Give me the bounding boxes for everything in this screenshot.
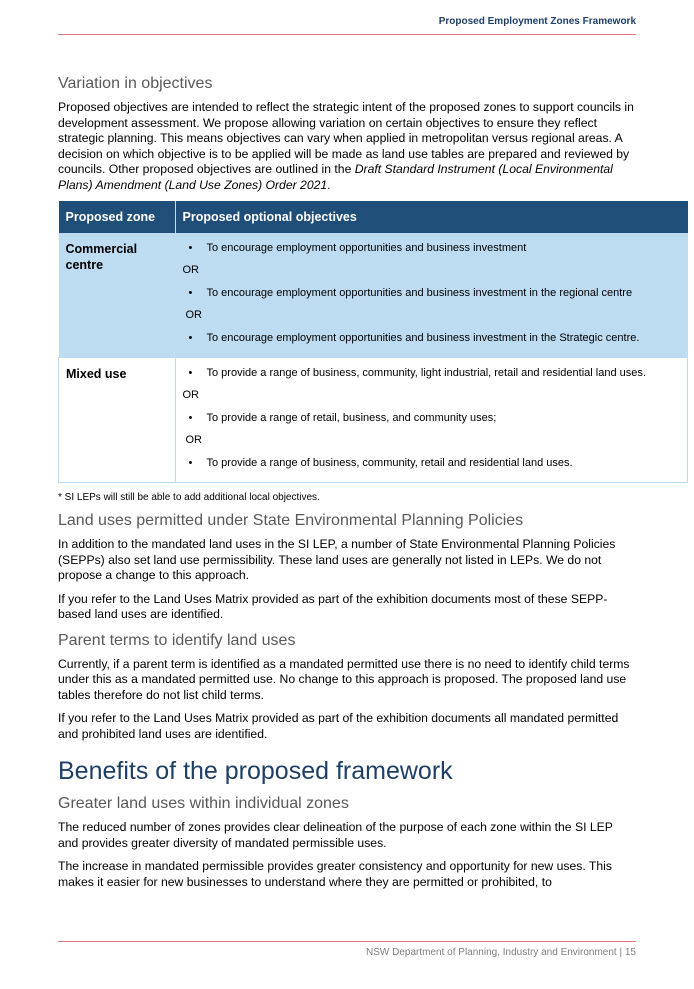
benefits-paragraph-2: The increase in mandated permissible provides greater consistency and opportunity for new uses. This makes it easier for new businesses to understand where they are permitted or prohibited, to [58,859,612,889]
table-header-objectives: Proposed optional objectives [175,201,688,233]
objective-item: • To provide a range of retail, business, and community uses; [183,411,681,425]
objectives-cell [175,358,688,483]
variation-end: . [327,177,331,192]
or-label: OR [185,434,202,446]
table-row [59,358,688,483]
objective-item: • To encourage employment opportunities and business investment in the regional centre [183,286,681,300]
order-title: Draft Standard Instrument (Local Environmental Plans) Amendment (Land Use Zones) Order 2021 [58,162,613,192]
header-rule [58,34,636,35]
sepp-paragraph-2: If you refer to the Land Uses Matrix provided as part of the exhibition documents most of these SEPP-based land uses are identified. [58,591,608,621]
objective-item: • To provide a range of business, community, light industrial, retail and residential land uses. [183,366,681,380]
objectives-table [58,201,688,483]
footer-rule [58,941,636,942]
or-label: OR [185,309,202,321]
or-label: OR [182,389,199,401]
parent-paragraph-2: If you refer to the Land Uses Matrix provided as part of the exhibition documents all mandated permitted and prohibited land uses are identified. [58,711,619,741]
objectives-cell [175,233,688,358]
page-content [58,74,646,898]
section-heading-sepp: Land uses permitted under State Environmental Planning Policies [58,512,524,529]
or-label: OR [182,264,199,276]
benefits-paragraph-1: The reduced number of zones provides clear delineation of the purpose of each zone within the SI LEP and provides greater diversity of mandated permissible uses. [58,820,613,850]
variation-text: Proposed objectives are intended to reflect the strategic intent of the proposed zones to support councils in development assessment. We propose allowing variation on certain objectives to ensure they reflect strategic planning. This means objectives can vary when applied in metropolitan versus regional areas. A decision on which objective is to be applied will be made as land use tables are prepared and reviewed by councils. Other proposed objectives are outlined in the [58,100,634,176]
objective-item: • To provide a range of business, community, retail and residential land uses. [183,456,681,470]
footer-text: NSW Department of Planning, Industry and Environment | 15 [366,947,636,958]
benefits-heading: Benefits of the proposed framework [58,757,453,785]
table-row [59,233,688,358]
section-heading-parent-terms: Parent terms to identify land uses [58,631,296,649]
table-header-zone: Proposed zone [59,201,176,233]
sepp-paragraph-1: In addition to the mandated land uses in the SI LEP, a number of State Environmental Planning Policies (SEPPs) also set land use permissibility. These land uses are generally not listed in LEPs. We do not propose a change to this approach. [58,537,616,582]
zone-cell: Mixed use [59,358,176,483]
variation-paragraph [58,100,636,193]
objective-item: • To encourage employment opportunities and business investment in the Strategic centre. [183,331,681,345]
parent-paragraph-1: Currently, if a parent term is identified as a mandated permitted use there is no need to identify child terms under this as a mandated permitted use. No change to this approach is proposed. The proposed land use tables therefore do not list child terms. [58,656,630,702]
table-footnote: * SI LEPs will still be able to add additional local objectives. [58,492,320,503]
zone-cell: Commercial centre [59,233,176,358]
benefits-subheading: Greater land uses within individual zones [58,795,349,812]
section-heading-variation: Variation in objectives [58,75,213,92]
header-title: Proposed Employment Zones Framework [438,16,636,27]
objective-item: • To encourage employment opportunities and business investment [183,241,681,255]
